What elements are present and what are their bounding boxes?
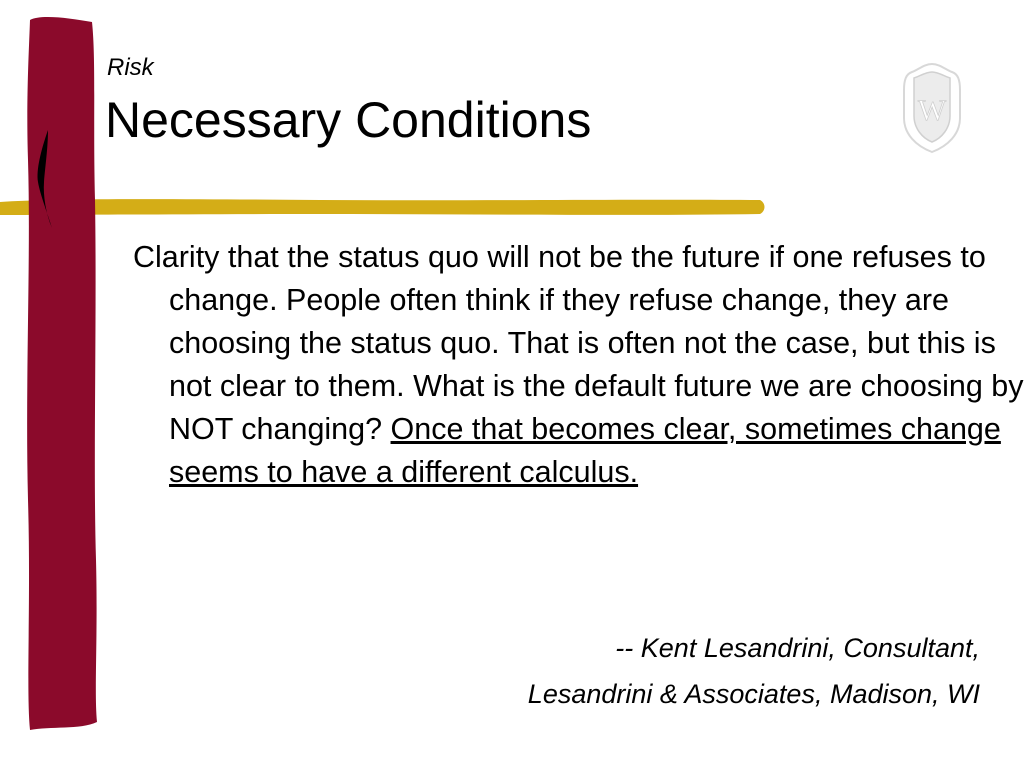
body-lead-text: Clarity that the status quo will not be the future if one refuses to change. People often think if they refuse change, they are choosing the status quo. That is often not the case, but this is not clear to them. What is the default future we are choosing by NOT changing? (133, 240, 1024, 446)
body-paragraph (133, 236, 1024, 494)
attribution-line-1: -- Kent Lesandrini, Consultant, (615, 633, 980, 663)
university-seal-icon (900, 60, 964, 156)
maroon-vertical-bar (27, 17, 97, 730)
slide-subtitle: Risk (107, 54, 154, 81)
attribution-line-2: Lesandrini & Associates, Madison, WI (527, 679, 980, 709)
body-emphasis-text: Once that becomes clear, sometimes change seems to have a different calculus. (169, 412, 1001, 489)
svg-text:W: W (917, 94, 947, 127)
slide-title: Necessary Conditions (105, 92, 592, 148)
gold-accent-stroke (0, 199, 765, 215)
